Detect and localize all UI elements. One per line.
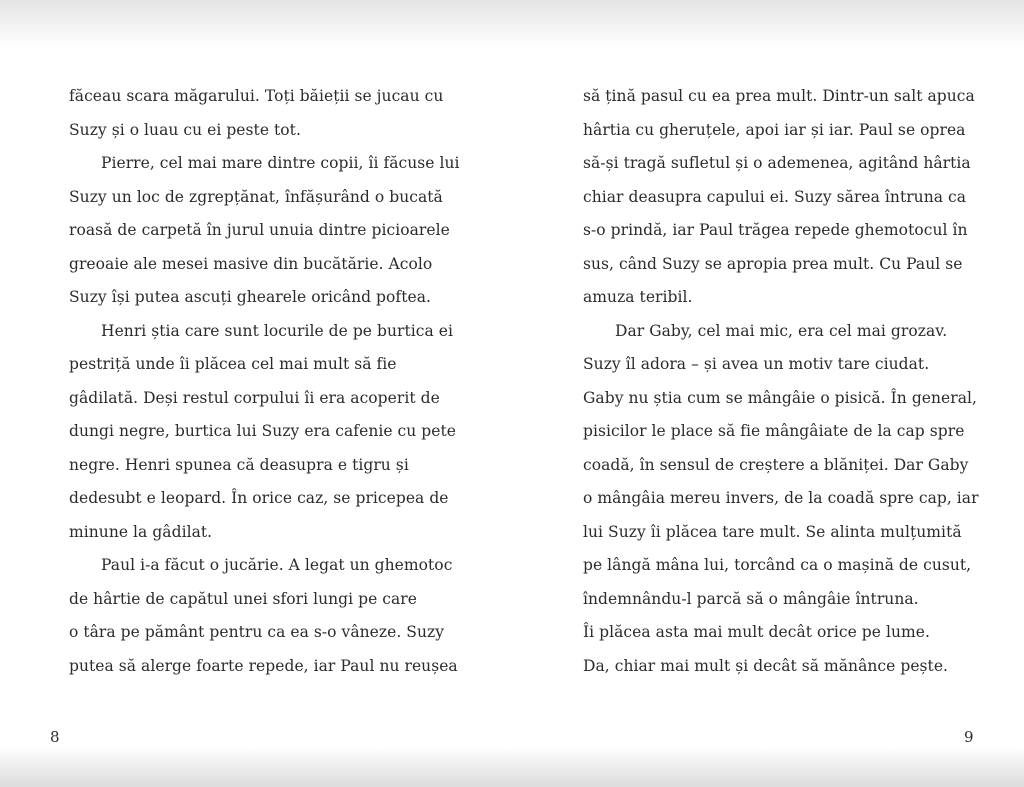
text-line: de hârtie de capătul unei sfori lungi pe care bbox=[69, 589, 417, 608]
text-line: pe lângă mâna lui, torcând ca o mașină de cusut, bbox=[583, 556, 972, 574]
text-line: amuza teribil. bbox=[583, 288, 693, 306]
text-line: Îi plăcea asta mai mult decât orice pe lume. bbox=[583, 623, 930, 641]
text-line: gâdilată. Deși restul corpului îi era acoperit de bbox=[69, 388, 440, 407]
text-line: Da, chiar mai mult și decât să mănânce pește. bbox=[583, 656, 949, 675]
text-line: minune la gâdilat. bbox=[69, 522, 213, 541]
left-page-text bbox=[69, 80, 469, 683]
text-line: Suzy îl adora – și avea un motiv tare ciudat. bbox=[583, 355, 930, 373]
text-line: chiar deasupra capului ei. Suzy sărea întruna ca bbox=[583, 187, 967, 206]
text-line: îndemnându-l parcă să o mângâie întruna. bbox=[583, 589, 919, 608]
text-line: făceau scara măgarului. Toți băieții se jucau cu bbox=[69, 87, 444, 105]
text-line: să-și tragă sufletul și o ademenea, agitând hârtia bbox=[583, 154, 971, 172]
text-line: dungi negre, burtica lui Suzy era cafenie cu pete bbox=[69, 422, 456, 440]
right-page-text bbox=[583, 80, 983, 683]
text-line: Paul i-a făcut o jucărie. A legat un ghemotoc bbox=[101, 556, 453, 574]
text-line: Henri știa care sunt locurile de pe burtica ei bbox=[101, 321, 453, 340]
text-line: greoaie ale mesei masive din bucătărie. Acolo bbox=[69, 254, 433, 273]
text-line: să țină pasul cu ea prea mult. Dintr-un salt apuca bbox=[583, 87, 975, 105]
text-line: Gaby nu știa cum se mângâie o pisică. În general, bbox=[583, 388, 978, 407]
text-line: s-o prindă, iar Paul trăgea repede ghemotocul în bbox=[583, 221, 968, 239]
text-line: sus, când Suzy se apropia prea mult. Cu Paul se bbox=[583, 254, 963, 273]
text-line: putea să alerge foarte repede, iar Paul nu reușea bbox=[69, 656, 458, 675]
text-line: pisicilor le place să fie mângâiate de la cap spre bbox=[583, 422, 965, 440]
text-line: Suzy și o luau cu ei peste tot. bbox=[69, 120, 301, 139]
right-page-number: 9 bbox=[964, 728, 974, 746]
text-line: coadă, în sensul de creștere a blăniței. Dar Gaby bbox=[583, 455, 969, 474]
text-line: dedesubt e leopard. În orice caz, se pricepea de bbox=[69, 489, 449, 507]
text-line: lui Suzy îi plăcea tare mult. Se alinta mulțumită bbox=[583, 522, 962, 541]
text-line: roasă de carpetă în jurul unuia dintre picioarele bbox=[69, 221, 450, 239]
text-line: pestriță unde îi plăcea cel mai mult să fie bbox=[69, 355, 397, 373]
text-line: hârtia cu gheruțele, apoi iar și iar. Paul se oprea bbox=[583, 120, 966, 139]
text-line: o mângâia mereu invers, de la coadă spre cap, iar bbox=[583, 489, 979, 507]
text-line: Suzy își putea ascuți ghearele oricând poftea. bbox=[69, 288, 431, 306]
top-page-shadow bbox=[0, 0, 1024, 48]
bottom-page-shadow bbox=[0, 747, 1024, 787]
text-line: Dar Gaby, cel mai mic, era cel mai grozav. bbox=[615, 321, 948, 340]
text-line: o târa pe pământ pentru ca ea s-o vâneze. Suzy bbox=[69, 623, 445, 641]
left-page-number: 8 bbox=[50, 728, 60, 746]
text-line: Pierre, cel mai mare dintre copii, îi făcuse lui bbox=[101, 154, 460, 172]
text-line: negre. Henri spunea că deasupra e tigru și bbox=[69, 455, 409, 474]
text-line: Suzy un loc de zgrepțănat, înfășurând o bucată bbox=[69, 187, 443, 206]
